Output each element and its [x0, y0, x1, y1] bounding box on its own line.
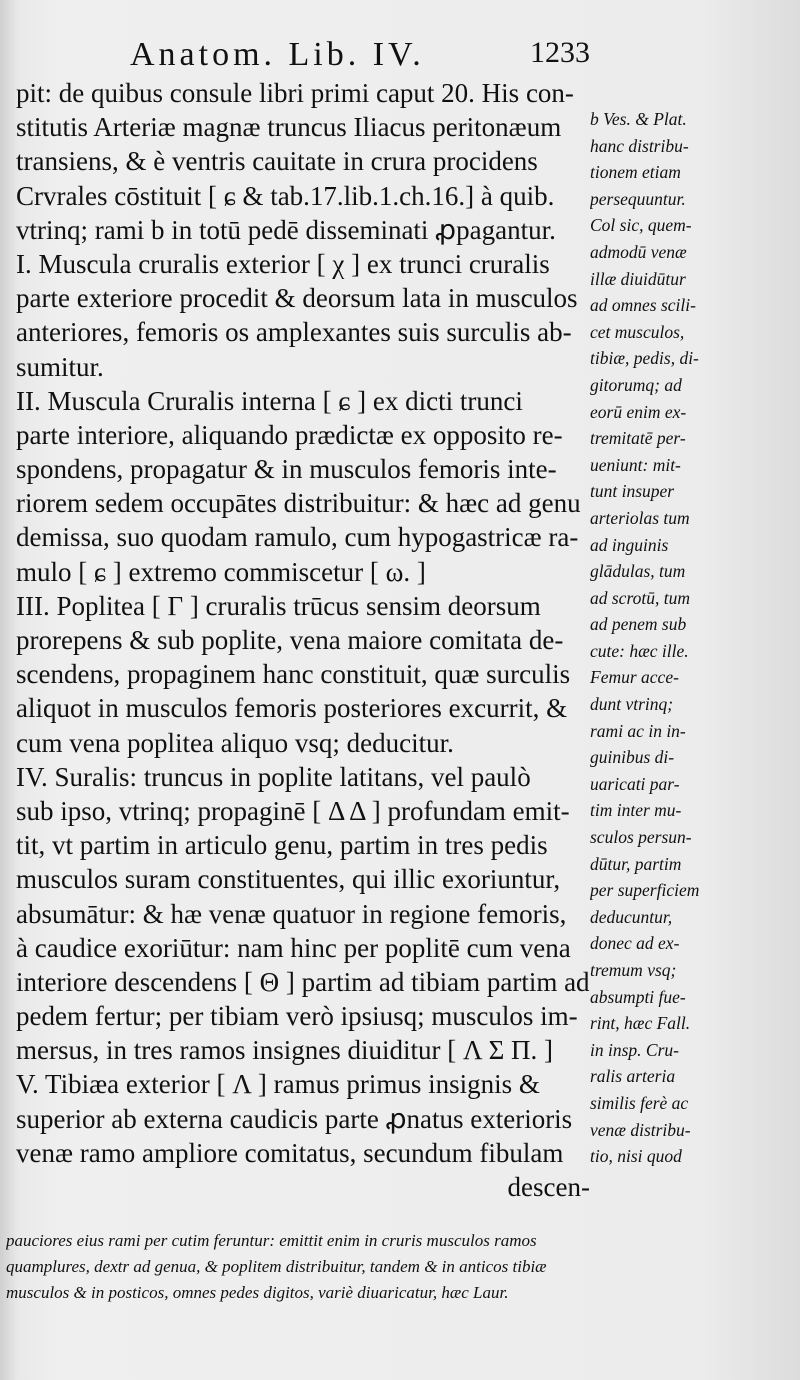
margin-note-line: Femur acce-	[590, 667, 679, 688]
text-line: IV. Suralis: truncus in poplite latitans, vel paulò	[16, 761, 531, 792]
text-line: demissa, suo quodam ramulo, cum hypogastricæ ra-	[16, 522, 579, 553]
text-line: vtrinq; rami b in totū pedē disseminati ꝓpagantur.	[16, 214, 556, 245]
text-line: sumitur.	[16, 351, 104, 382]
margin-note-line: absumpti fue-	[590, 986, 686, 1007]
margin-note-line: arteriolas tum	[590, 507, 690, 528]
margin-note-line: cute: hæc ille.	[590, 640, 689, 661]
catchword: descen-	[507, 1172, 590, 1202]
running-header	[130, 28, 590, 78]
text-line: III. Poplitea [ Γ ] cruralis trūcus sensim deorsum	[16, 590, 541, 621]
text-line: scendens, propaginem hanc constituit, quæ surculis	[16, 659, 571, 690]
margin-note-line: persequuntur.	[590, 188, 686, 209]
margin-note-line: deducuntur,	[590, 906, 673, 927]
margin-note-line: rint, hæc Fall.	[590, 1013, 691, 1034]
text-line: venæ ramo ampliore comitatus, secundum fibulam	[16, 1137, 564, 1168]
margin-note-line: similis ferè ac	[590, 1092, 689, 1113]
margin-note-line: rami ac in in-	[590, 720, 686, 741]
margin-note-line: ralis arteria	[590, 1066, 676, 1087]
text-line: musculos suram constituentes, qui illic exoriuntur,	[16, 864, 561, 895]
text-line: absumātur: & hæ venæ quatuor in regione femoris,	[16, 898, 567, 929]
text-line: stitutis Arteriæ magnæ truncus Iliacus peritonæum	[16, 112, 562, 143]
margin-note-line: tremum vsq;	[590, 960, 677, 980]
margin-note-line: glādulas, tum	[590, 561, 686, 582]
margin-note-line: tio, nisi quod	[590, 1146, 682, 1167]
margin-note-line: uaricati par-	[590, 773, 680, 794]
text-line: prorepens & sub poplite, vena maiore comitata de-	[16, 625, 564, 655]
text-line: parte exteriore procedit & deorsum lata in musculos	[16, 283, 578, 314]
margin-note-line: venæ distribu-	[590, 1119, 691, 1140]
margin-note-line: ad scrotū, tum	[590, 587, 690, 608]
main-text-block	[16, 76, 590, 1204]
margin-note-line: eorū enim ex-	[590, 401, 687, 422]
margin-note-line: illæ diuidūtur	[590, 268, 686, 289]
margin-note-line: b Ves. & Plat.	[590, 109, 687, 129]
margin-note-line: per superficiem	[590, 880, 700, 901]
margin-note-line: dūtur, partim	[590, 853, 682, 874]
margin-note-line: admodū venæ	[590, 241, 687, 262]
margin-note-line: guinibus di-	[590, 747, 675, 768]
text-line: pedem fertur; per tibiam verò ipsiusq; musculos im-	[16, 1001, 578, 1032]
margin-note-line: ueniunt: mit-	[590, 454, 681, 475]
margin-note-line: ad omnes scili-	[590, 295, 696, 316]
footnote-line: quamplures, dextr ad genua, & poplitem distribuitur, tandem & in anticos tibiæ	[6, 1257, 547, 1276]
text-line: parte interiore, aliquando prædictæ ex opposito re-	[16, 419, 563, 450]
margin-note-line: ad penem sub	[590, 614, 687, 635]
running-title: Anatom. Lib. IV.	[130, 36, 425, 73]
text-line: spondens, propagatur & in musculos femoris inte-	[16, 454, 557, 485]
margin-note-line: tunt insuper	[590, 481, 675, 502]
margin-note-line: donec ad ex-	[590, 933, 680, 954]
margin-note-line: tim inter mu-	[590, 800, 682, 821]
text-line: tit, vt partim in articulo genu, partim in tres pedis	[16, 830, 548, 861]
margin-note-line: dunt vtrinq;	[590, 694, 674, 715]
text-line: interiore descendens [ Θ ] partim ad tibiam partim ad	[16, 966, 590, 997]
marginal-note	[590, 106, 740, 1170]
footnote-line: pauciores eius rami per cutim feruntur: emittit enim in cruris musculos ramos	[6, 1231, 537, 1250]
footnote-line: musculos & in posticos, omnes pedes digitos, variè diuaricatur, hæc Laur.	[6, 1283, 509, 1302]
text-line: transiens, & è ventris cauitate in crura procidens	[16, 146, 538, 177]
margin-note-line: ad inguinis	[590, 534, 669, 555]
margin-note-line: tibiæ, pedis, di-	[590, 348, 699, 369]
margin-note-line: sculos persun-	[590, 827, 692, 848]
footnote-block	[6, 1228, 766, 1306]
margin-note-line: cet musculos,	[590, 321, 685, 342]
margin-note-line: gitorumq; ad	[590, 374, 682, 395]
text-line: II. Muscula Cruralis interna [ ɕ ] ex dicti trunci	[16, 385, 523, 416]
margin-note-line: hanc distribu-	[590, 135, 689, 156]
text-line: sub ipso, vtrinq; propaginē [ Δ Δ ] profundam emit-	[16, 795, 570, 826]
page-number: 1233	[530, 36, 590, 69]
text-line: mersus, in tres ramos insignes diuiditur [ Λ Σ Π. ]	[16, 1035, 554, 1066]
text-line: mulo [ ɕ ] extremo commiscetur [ ω. ]	[16, 556, 426, 587]
text-line: anteriores, femoris os amplexantes suis surculis ab-	[16, 317, 572, 348]
margin-note-line: tionem etiam	[590, 162, 681, 183]
text-line: pit: de quibus consule libri primi caput 20. His con-	[16, 78, 574, 108]
text-line: riorem sedem occupātes distribuitur: & hæc ad genu	[16, 488, 581, 519]
text-line: cum vena poplitea aliquo vsq; deducitur.	[16, 727, 454, 758]
text-line: aliquot in musculos femoris posteriores excurrit, &	[16, 693, 568, 724]
text-line: à caudice exoriūtur: nam hinc per poplitē cum vena	[16, 932, 571, 963]
margin-note-line: Col sic, quem-	[590, 215, 692, 236]
text-line: Crvrales cōstituit [ ɕ & tab.17.lib.1.ch.16.] à quib.	[16, 180, 555, 211]
text-line: V. Tibiæa exterior [ Λ ] ramus primus insignis &	[16, 1069, 540, 1100]
margin-note-line: in insp. Cru-	[590, 1039, 679, 1060]
text-line: superior ab externa caudicis parte ꝓnatus exterioris	[16, 1103, 573, 1134]
text-line: I. Muscula cruralis exterior [ χ ] ex trunci cruralis	[16, 248, 550, 279]
margin-note-line: tremitatē per-	[590, 428, 686, 449]
